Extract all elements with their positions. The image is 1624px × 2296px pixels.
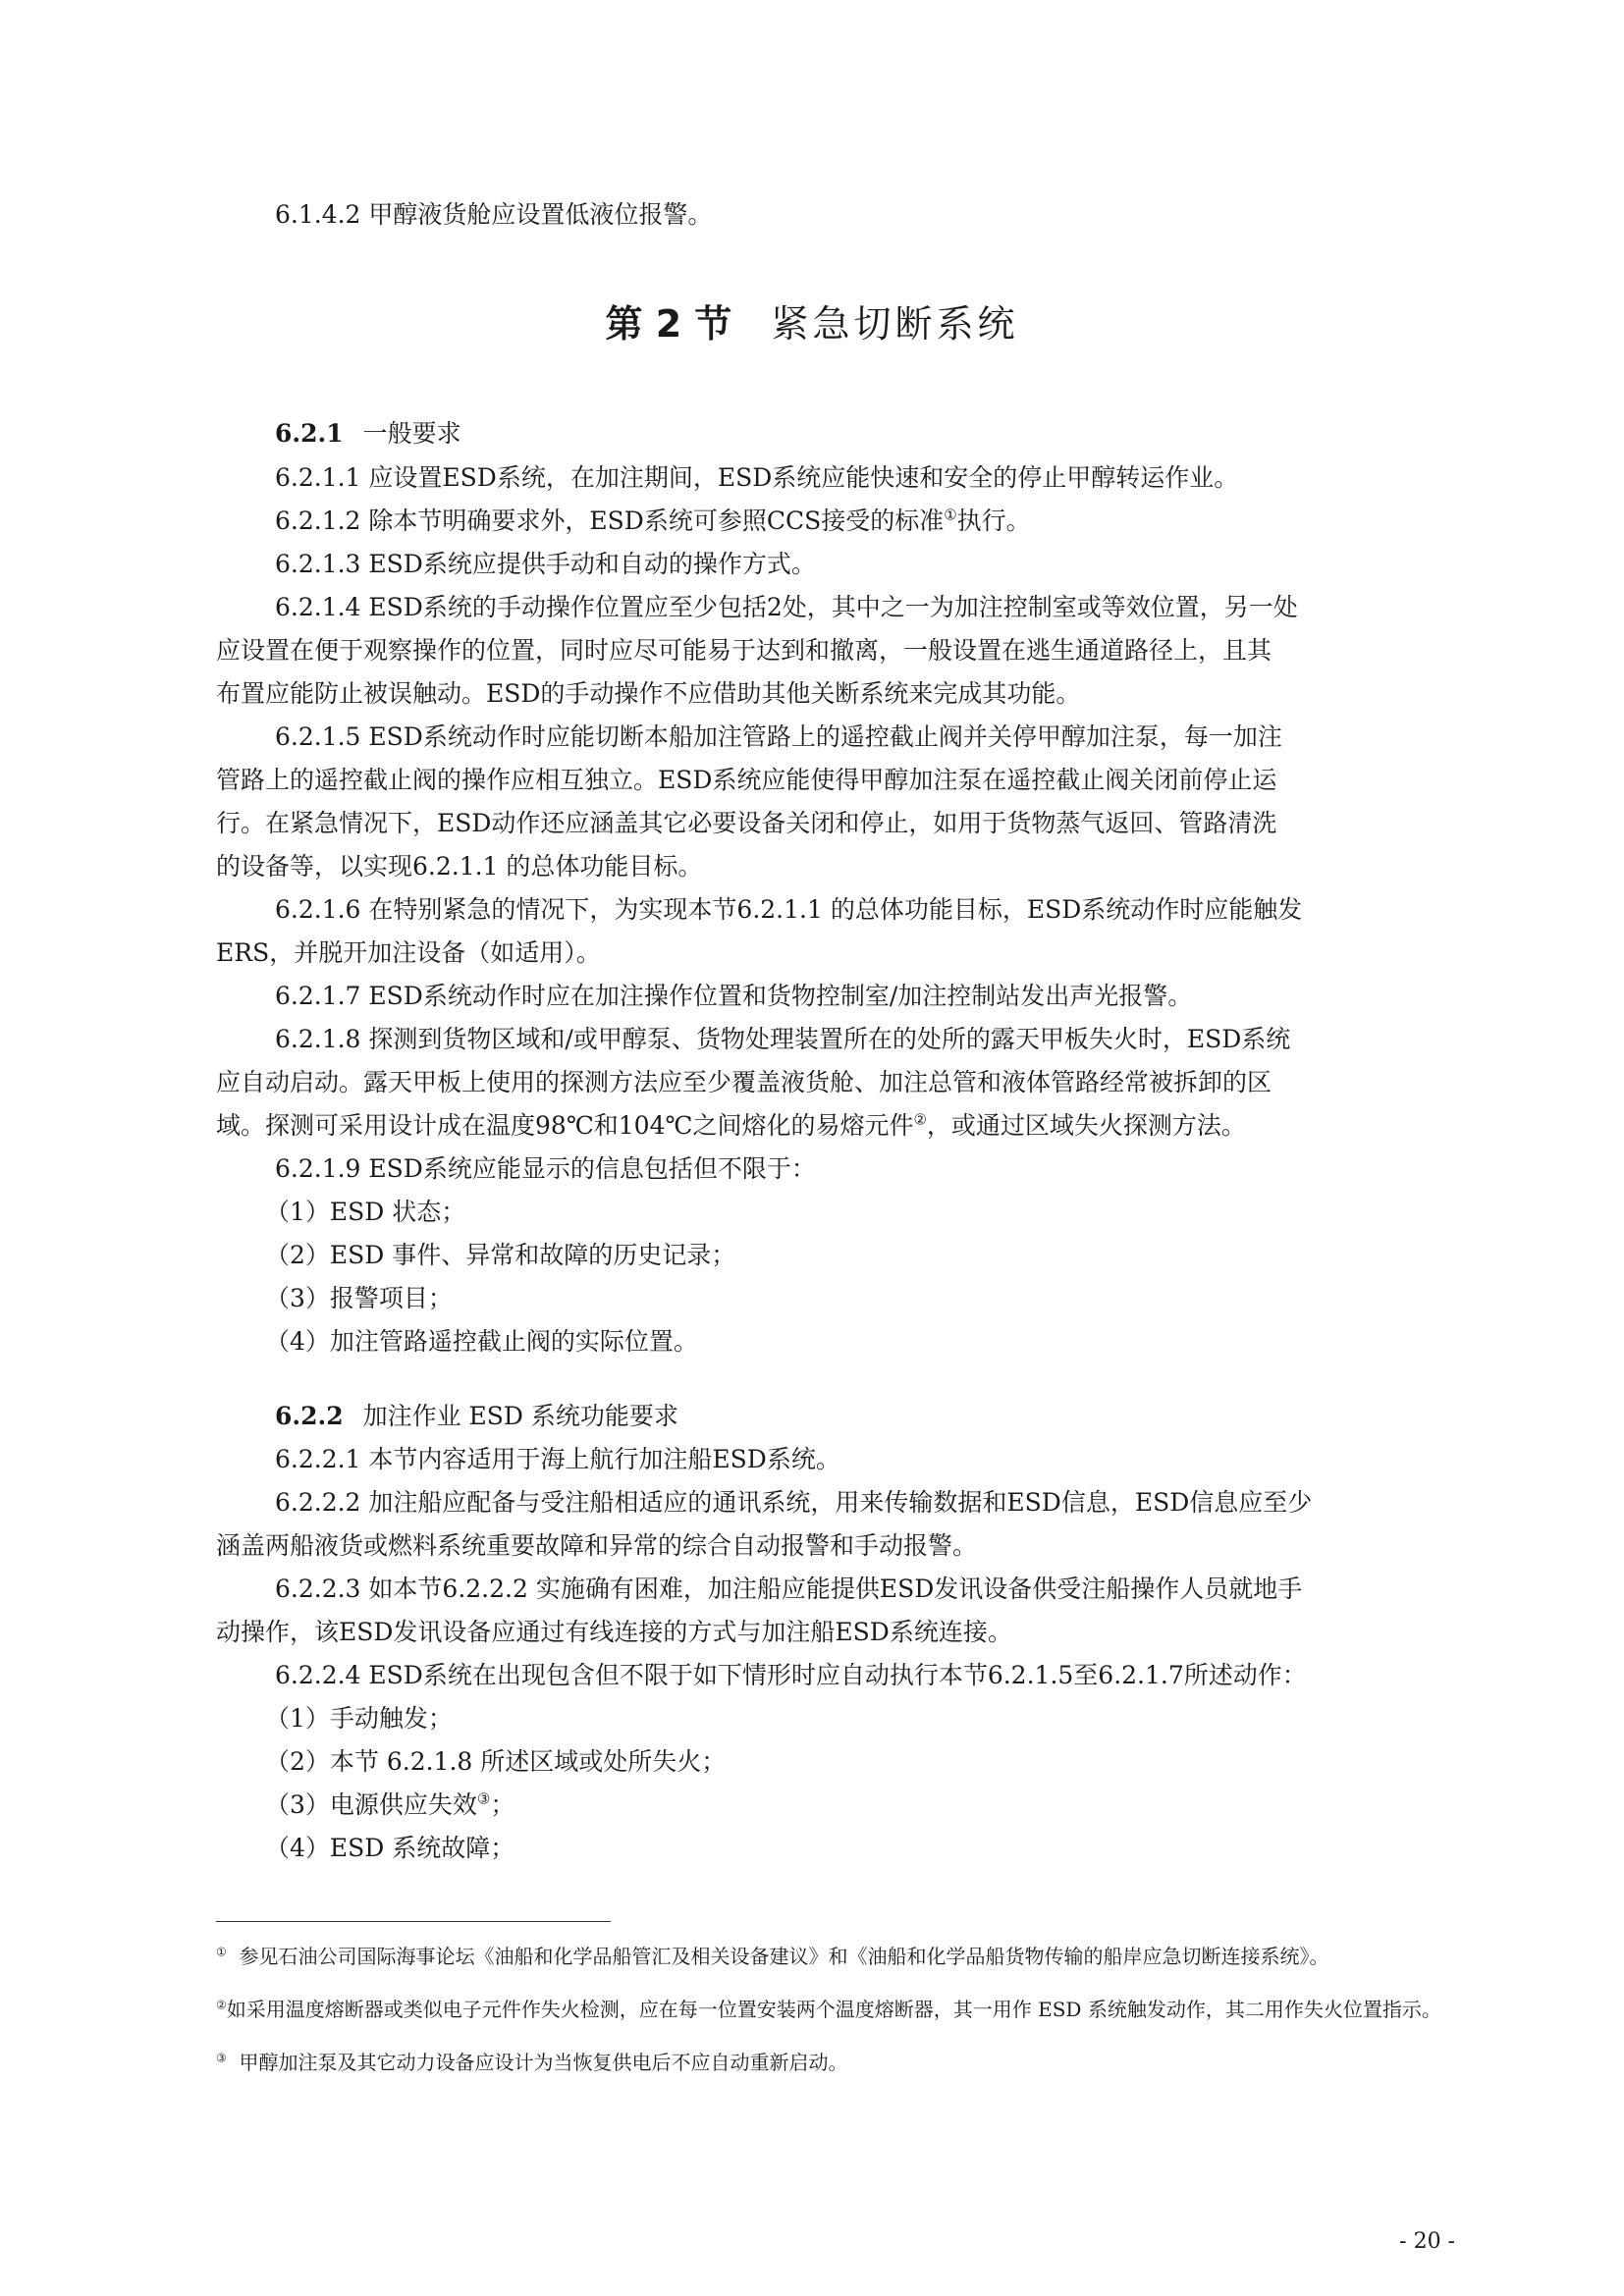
clause-text-end: 执行。 [956,507,1031,535]
clause-6-2-1-4-line: 应设置在便于观察操作的位置，同时应尽可能易于达到和撤离，一般设置在逃生通道路径上，且其 [216,636,1272,665]
subsection-title: 一般要求 [362,419,461,448]
footnote-mark-1: ① [216,1945,227,1959]
footnote-text: 甲醇加注泵及其它动力设备应设计为当恢复供电后不应自动重新启动。 [239,2051,848,2074]
clause-6-2-1-5-line: 的设备等，以实现6.2.1.1 的总体功能目标。 [216,852,703,881]
list-item [265,1790,1443,1820]
footnote-mark-2: ② [216,1998,227,2012]
clause-6-2-1-8-line: 6.2.1.8 探测到货物区域和/或甲醇泵、货物处理装置所在的处所的露天甲板失火时，ESD系统 [275,1025,1291,1053]
clause-6-2-1-5-line: 行。在紧急情况下，ESD动作还应涵盖其它必要设备关闭和停止，如用于货物蒸气返回、管路清洗 [216,809,1277,837]
section-number: 第 2 节 [605,302,732,346]
clause-6-2-2-3-line: 动操作，该ESD发讯设备应通过有线连接的方式与加注船ESD系统连接。 [216,1618,1012,1646]
list-item: （1）手动触发； [265,1704,453,1733]
clause-6-2-1-2 [275,507,1453,536]
clause-text: 域。探测可采用设计成在温度98℃和104℃之间熔化的易熔元件 [216,1111,914,1140]
list-item-text: （3）电源供应失效 [265,1790,477,1819]
subsection-title: 加注作业 ESD 系统功能要求 [362,1402,678,1430]
clause-text: 6.2.1.2 除本节明确要求外，ESD系统可参照CCS接受的标准 [275,507,945,535]
clause-6-2-1-8-line [216,1111,1394,1141]
footnote-1 [216,1944,1463,1969]
footnote-2 [216,1997,1463,2022]
clause-6-2-2-2-line: 涵盖两船液货或燃料系统重要故障和异常的综合自动报警和手动报警。 [216,1531,978,1560]
footnote-mark-3: ③ [216,2051,227,2065]
footnote-3 [216,2050,1463,2075]
list-item: （4）加注管路遥控截止阀的实际位置。 [265,1327,698,1356]
footnote-mark-3: ③ [476,1789,491,1808]
footnote-mark-2: ② [913,1110,927,1129]
clause-6-2-1-3: 6.2.1.3 ESD系统应提供手动和自动的操作方式。 [275,550,816,578]
list-item-end: ； [490,1790,515,1819]
clause-6-2-1-8-line: 应自动启动。露天甲板上使用的探测方法应至少覆盖液货舱、加注总管和液体管路经常被拆卸的区 [216,1068,1272,1096]
clause-6-2-1-6-line: 6.2.1.6 在特别紧急的情况下，为实现本节6.2.1.1 的总体功能目标，ESD系统动作时应能触发 [275,895,1303,924]
clause-6-2-2-4: 6.2.2.4 ESD系统在出现包含但不限于如下情形时应自动执行本节6.2.1.5至6.2.1.7所述动作： [275,1661,1307,1689]
subsection-6-2-2 [275,1402,1453,1431]
section-heading-text: 紧急切断系统 [771,302,1019,346]
list-item: （3）报警项目； [265,1284,453,1312]
clause-6-2-1-6-line: ERS，并脱开加注设备（如适用）。 [216,938,601,967]
clause-6-2-2-2-line: 6.2.2.2 加注船应配备与受注船相适应的通讯系统，用来传输数据和ESD信息，ESD信息应至少 [275,1488,1313,1517]
clause-6-2-1-1: 6.2.1.1 应设置ESD系统，在加注期间，ESD系统应能快速和安全的停止甲醇转运作业。 [275,463,1239,492]
section-title [0,299,1624,348]
footnote-separator [216,1921,611,1922]
clause-6-2-1-9: 6.2.1.9 ESD系统应能显示的信息包括但不限于： [275,1154,816,1183]
clause-6-2-2-3-line: 6.2.2.3 如本节6.2.2.2 实施确有困难，加注船应能提供ESD发讯设备供受注船操作人员就地手 [275,1575,1303,1603]
list-item: （2）本节 6.2.1.8 所述区域或处所失火； [265,1747,727,1776]
footnote-mark-1: ① [944,506,957,524]
clause-6-2-2-1: 6.2.2.1 本节内容适用于海上航行加注船ESD系统。 [275,1445,840,1473]
clause-6-2-1-4-line: 6.2.1.4 ESD系统的手动操作位置应至少包括2处，其中之一为加注控制室或等效位置，另一处 [275,593,1298,621]
clause-text-end: ，或通过区域失火探测方法。 [926,1111,1246,1140]
subsection-number: 6.2.2 [275,1402,344,1430]
clause-6-2-1-5-line: 6.2.1.5 ESD系统动作时应能切断本船加注管路上的遥控截止阀并关停甲醇加注泵，每一加注 [275,722,1282,751]
list-item: （4）ESD 系统故障； [265,1834,515,1862]
list-item: （2）ESD 事件、异常和故障的历史记录； [265,1241,736,1269]
paragraph-6-1-4-2: 6.1.4.2 甲醇液货舱应设置低液位报警。 [275,200,713,229]
page-number: - 20 - [1399,2229,1455,2254]
list-item: （1）ESD 状态； [265,1198,466,1226]
footnote-text: 参见石油公司国际海事论坛《油船和化学品船管汇及相关设备建议》和《油船和化学品船货物传输的船岸应急切断连接系统》。 [239,1945,1329,1968]
clause-6-2-1-7: 6.2.1.7 ESD系统动作时应在加注操作位置和货物控制室/加注控制站发出声光报警。 [275,982,1193,1010]
subsection-number: 6.2.1 [275,419,344,448]
footnote-text: 如采用温度熔断器或类似电子元件作失火检测，应在每一位置安装两个温度熔断器，其一用作 ESD 系统触发动作，其二用作失火位置指示。 [226,1998,1441,2021]
clause-6-2-1-4-line: 布置应能防止被误触动。ESD的手动操作不应借助其他关断系统来完成其功能。 [216,679,1081,708]
subsection-6-2-1 [275,419,1453,449]
clause-6-2-1-5-line: 管路上的遥控截止阀的操作应相互独立。ESD系统应能使得甲醇加注泵在遥控截止阀关闭前停止运 [216,766,1277,794]
